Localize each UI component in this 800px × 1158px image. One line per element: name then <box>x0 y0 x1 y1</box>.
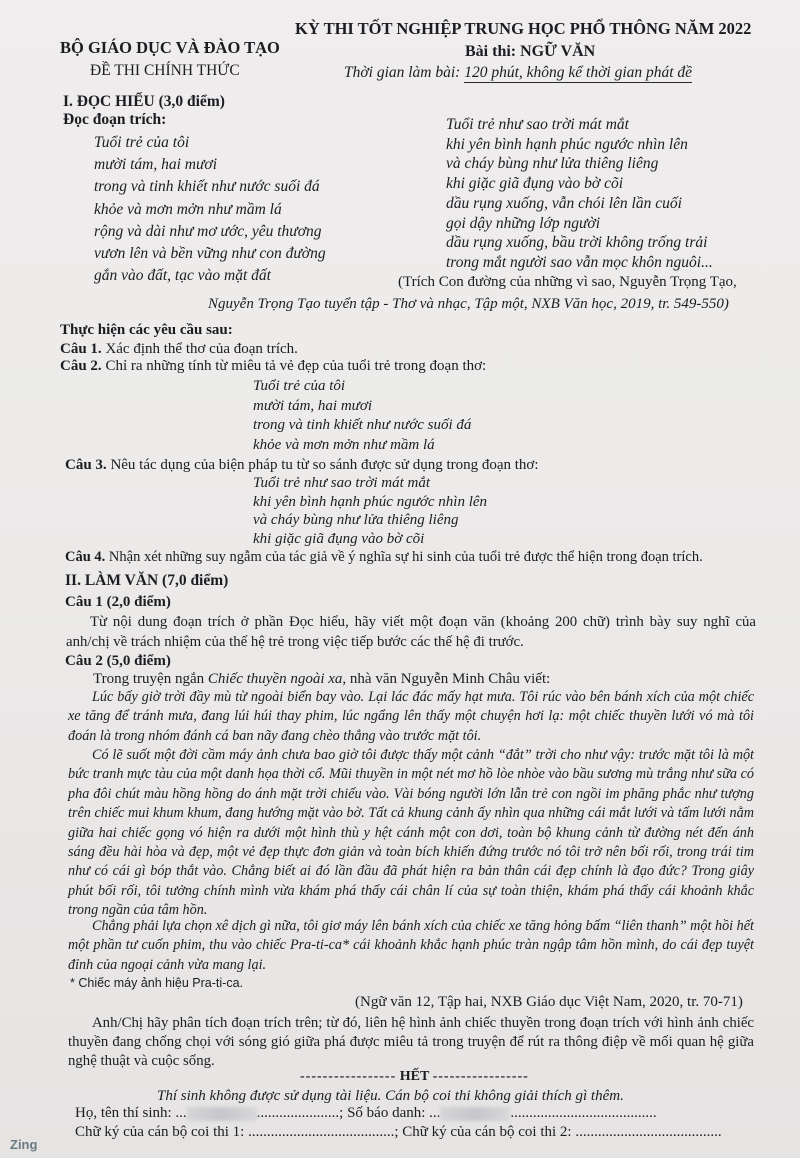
c2-intro <box>93 671 550 688</box>
poem-line: khi yên bình hạnh phúc ngước nhìn lên <box>253 493 488 510</box>
poem-line: khi giặc giã đụng vào bờ cõi <box>446 175 624 193</box>
zing-watermark: Zing <box>10 1137 38 1152</box>
footnote: * Chiếc máy ảnh hiệu Pra-ti-ca. <box>70 976 243 990</box>
poem-line: khỏe và mơn mởn như mầm lá <box>94 200 282 218</box>
question-2 <box>60 358 486 375</box>
c2-intro-text: Trong truyện ngắn <box>93 671 205 687</box>
poem-line: và cháy bùng như lửa thiêng liêng <box>446 155 659 173</box>
part2-title: II. LÀM VĂN (7,0 điểm) <box>65 572 229 589</box>
c2-intro-text-b: , nhà văn Nguyễn Minh Châu viết: <box>342 671 551 687</box>
question-text: Chỉ ra những tính từ miêu tả vẻ đẹp của tuổi trẻ trong đoạn thơ: <box>105 358 487 374</box>
excerpt-paragraph-2 <box>68 746 754 921</box>
signature-1-label: Chữ ký của cán bộ coi thi 1: <box>75 1124 245 1140</box>
question-1 <box>60 341 298 358</box>
part2-c1-label: Câu 1 (2,0 điểm) <box>65 594 171 610</box>
poem-line: khi yên bình hạnh phúc ngước nhìn lên <box>446 135 688 153</box>
question-text: Nêu tác dụng của biện pháp tu từ so sánh được sử dụng trong đoạn thơ: <box>110 457 539 473</box>
question-label: Câu 2. <box>60 358 102 374</box>
time-line <box>344 64 692 82</box>
ministry-title: BỘ GIÁO DỤC VÀ ĐÀO TẠO <box>60 38 280 57</box>
poem-line: dầu rụng xuống, bầu trời không trống trải <box>446 234 708 252</box>
signature-line: Chữ ký của cán bộ coi thi 1: .......................................; Chữ ký của cán bộ coi thi 2: ....................................... <box>75 1124 722 1140</box>
excerpt-text: Chẳng phải lựa chọn xê dịch gì nữa, tôi giơ máy lên bánh xích của chiếc xe tăng hỏng bấm “liên thanh” một hồi hết một phần tư cuốn phim, thu vào chiếc Pra-ti-ca* cái khoảnh khắc hạnh phúc tràn ngập tâm hồn mình, do cái đẹp tuyệt đỉnh của ngoại cảnh vừa mang lại. <box>68 918 754 973</box>
candidate-line: Họ, tên thí sinh: ... ......................; Số báo danh: ... ....................................... <box>75 1105 657 1121</box>
excerpt-paragraph-1 <box>68 688 754 746</box>
c1-text: Từ nội dung đoạn trích ở phần Đọc hiểu, hãy viết một đoạn văn (khoảng 200 chữ) trình bày suy nghĩ của anh/chị về trách nhiệm của thế hệ trẻ trong việc tiếp bước các thế hệ đi trước. <box>66 614 756 650</box>
question-text: Xác định thể thơ của đoạn trích. <box>105 341 298 357</box>
question-label: Câu 3. <box>65 457 107 473</box>
candidate-name-label: Họ, tên thí sinh: <box>75 1105 172 1121</box>
excerpt-text: Có lẽ suốt một đời cầm máy ảnh chưa bao giờ tôi được thấy một cảnh “đắt” trời cho như vậy: trước mặt tôi là một bức tranh mực tàu của một danh họa thời cổ. Mũi thuyền in một nét mơ hồ lòe nhòe vào bầu sương mù trắng như sữa có pha đôi chút màu hồng hồng do ánh mặt trời chiếu vào. Vài bóng người lớn lẫn trẻ con ngồi im phăng phắc như tượng trên chiếc mui khum khum, đang hướng mặt vào bờ. Tất cả khung cảnh ấy nhìn qua những cái mắt lưới và tấm lưới nằm giữa hai chiếc gọng vó hiện ra dưới một hình thù y hệt cánh một con dơi, toàn bộ khung cảnh từ đường nét đến ánh sáng đều hài hòa và đẹp, một vẻ đẹp thực đơn giản và toàn bích khiến đứng trước nó tôi trở nên bối rối, trong trái tim như có cái gì bóp thắt vào. Chẳng biết ai đó lần đầu đã phát hiện ra bản thân cái đẹp chính là đạo đức? Trong giây phút bối rối, tôi tưởng chính mình vừa khám phá thấy cái chân lí của sự toàn thiện, khám phá thấy cái khoảnh khắc trong ngần của tâm hồn. <box>68 747 754 919</box>
poem-line: rộng và dài như mơ ước, yêu thương <box>94 222 322 240</box>
poem-line: Tuổi trẻ của tôi <box>253 378 346 394</box>
poem-line: dầu rụng xuống, vẫn chói lên lần cuối <box>446 194 682 212</box>
poem-left <box>94 132 326 287</box>
poem-line: khỏe và mơn mởn như mầm lá <box>253 436 435 453</box>
time-value: 120 phút, không kể thời gian phát đề <box>464 64 693 81</box>
poem-line: Tuổi trẻ như sao trời mát mắt <box>446 116 629 133</box>
poem-source-1: (Trích Con đường của những vì sao, Nguyễn Trọng Tạo, <box>398 274 737 290</box>
poem-line: trong và tinh khiết như nước suối đá <box>253 417 472 433</box>
q3-poem <box>253 474 487 549</box>
excerpt-paragraph-3 <box>68 917 754 975</box>
poem-line: khi giặc giã đụng vào bờ cõi <box>253 531 425 548</box>
poem-right <box>446 115 713 273</box>
question-label: Câu 4. <box>65 549 106 565</box>
poem-line: Tuổi trẻ của tôi <box>94 134 190 151</box>
poem-line: Tuổi trẻ như sao trời mát mắt <box>253 475 431 491</box>
poem-source-2: Nguyễn Trọng Tạo tuyển tập - Thơ và nhạc, Tập một, NXB Văn học, 2019, tr. 549-550) <box>208 296 729 312</box>
c2-work-title: Chiếc thuyền ngoài xa <box>207 671 343 687</box>
redacted-number <box>440 1107 510 1121</box>
poem-line: trong mắt người sao vẫn mọc khôn nguôi... <box>446 253 713 271</box>
official-label: ĐỀ THI CHÍNH THỨC <box>90 62 240 79</box>
part2-c1-text <box>66 612 756 652</box>
question-3 <box>65 457 539 474</box>
candidate-number-label: ; Số báo danh: <box>339 1105 426 1121</box>
time-label: Thời gian làm bài: <box>344 64 461 81</box>
subject-label: Bài thi: NGỮ VĂN <box>465 43 596 60</box>
part2-c2-label: Câu 2 (5,0 điểm) <box>65 653 171 669</box>
excerpt-source: (Ngữ văn 12, Tập hai, NXB Giáo dục Việt Nam, 2020, tr. 70-71) <box>355 994 743 1010</box>
excerpt-text: Lúc bấy giờ trời đầy mù từ ngoài biển bay vào. Lại lác đác mấy hạt mưa. Tôi rúc vào bên bánh xích của một chiếc xe tăng để tránh mưa, đang lúi húi thay phim, lúc ngẩng lên thấy một chuyện hơi lạ: một chiếc thuyền lưới vó mà tôi đoán là trong nhóm đánh cá ban nãy đang chèo thẳng vào trước mặt tôi. <box>68 689 754 744</box>
question-text: Nhận xét những suy ngẫm của tác giả về ý nghĩa sự hi sinh của tuổi trẻ được thể hiện trong đoạn trích. <box>108 549 703 565</box>
poem-line: mười tám, hai mươi <box>253 397 373 414</box>
question-4 <box>65 549 703 566</box>
signature-2-label: ; Chữ ký của cán bộ coi thi 2: <box>394 1124 572 1140</box>
end-mark-text: HẾT <box>399 1069 430 1084</box>
end-mark: ----------------- HẾT ----------------- <box>300 1069 529 1084</box>
poem-line: và cháy bùng như lửa thiêng liêng <box>253 512 459 529</box>
read-label: Đọc đoạn trích: <box>63 111 167 128</box>
poem-line: gọi dậy những lớp người <box>446 214 601 232</box>
q2-poem <box>253 377 471 455</box>
exam-title: KỲ THI TỐT NGHIỆP TRUNG HỌC PHỔ THÔNG NĂM 2022 <box>295 19 752 38</box>
task-text: Anh/Chị hãy phân tích đoạn trích trên; từ đó, liên hệ hình ảnh chiếc thuyền trong đoạn trích với hình ảnh chiếc thuyền đang chống chọi với sóng gió giữa phá được miêu tả trong truyện để rút ra thông điệp về mối quan hệ giữa nghệ thuật và cuộc sống. <box>68 1015 754 1069</box>
tasks-label: Thực hiện các yêu cầu sau: <box>60 322 233 338</box>
poem-line: mười tám, hai mươi <box>94 156 218 174</box>
part2-c2-task <box>68 1014 754 1071</box>
footer-note: Thí sinh không được sử dụng tài liệu. Cán bộ coi thi không giải thích gì thêm. <box>157 1088 624 1104</box>
redacted-name <box>187 1107 257 1121</box>
poem-line: trong và tinh khiết như nước suối đá <box>94 178 320 196</box>
poem-line: vươn lên và bền vững như con đường <box>94 245 326 263</box>
part1-title: I. ĐỌC HIỂU (3,0 điểm) <box>63 93 225 110</box>
poem-line: gắn vào đất, tạc vào mặt đất <box>94 267 271 285</box>
question-label: Câu 1. <box>60 341 102 357</box>
